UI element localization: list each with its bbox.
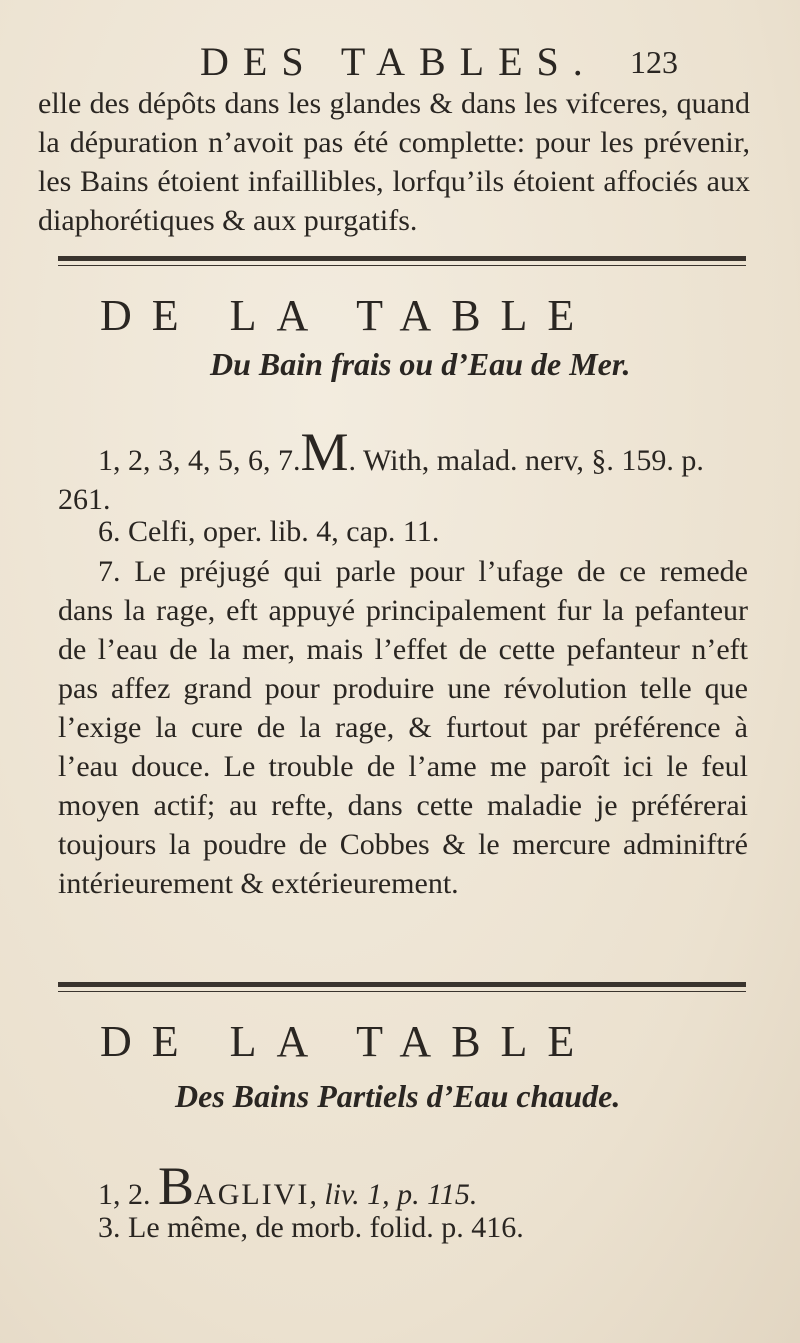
reference-entry xyxy=(58,1156,748,1216)
reference-entry: 6. Celfi, oper. lib. 4, cap. 11. xyxy=(98,515,440,548)
entry-numbers: 1, 2. xyxy=(98,1178,151,1211)
section-divider-thick xyxy=(58,982,746,987)
section-subtitle: Des Bains Partiels d’Eau chaude. xyxy=(175,1078,621,1114)
drop-capital: B xyxy=(158,1156,195,1216)
section-subtitle: Du Bain frais ou d’Eau de Mer. xyxy=(210,346,631,382)
section-title: DE LA TABLE xyxy=(100,1017,595,1066)
page-number: 123 xyxy=(630,44,678,80)
note-paragraph: 7. Le préjugé qui parle pour l’ufage de ce remede dans la rage, eft appuyé principalement fur la pefanteur de l’eau de la mer, mais l’effet de cette pefanteur n’eft pas affez grand pour produire une révolution telle que l’exige la cure de la rage, & furtout par préférence à l’eau douce. Le trouble de l’ame me paroît ici le feul moyen actif; au refte, dans cette maladie je préférerai toujours la poudre de Cobbes & le mercure adminiftré intérieurement & extérieurement. xyxy=(58,555,748,900)
intro-paragraph: elle des dépôts dans les glandes & dans les vifceres, quand la dépuration n’avoit pas été complette: pour les prévenir, les Bains étoient infaillibles, lorfqu’ils étoient affociés aux diaphorétiques & aux purgatifs. xyxy=(38,87,750,237)
section-divider-thick xyxy=(58,256,746,261)
reference-entry xyxy=(58,422,748,519)
reference-entry: 3. Le même, de morb. folid. p. 416. xyxy=(98,1211,524,1244)
author-name: AGLIVI xyxy=(194,1178,310,1211)
section-title: DE LA TABLE xyxy=(100,291,595,340)
drop-capital: M xyxy=(300,422,349,482)
entry-text: , liv. 1, p. 115. xyxy=(309,1178,478,1211)
entry-numbers: 1, 2, 3, 4, 5, 6, 7. xyxy=(98,444,301,477)
section-divider-thin xyxy=(58,991,746,992)
section-divider-thin xyxy=(58,265,746,266)
running-head: DES TABLES. xyxy=(200,39,597,84)
entry-text: . With, malad. nerv, §. 159. p. 261. xyxy=(58,444,704,516)
